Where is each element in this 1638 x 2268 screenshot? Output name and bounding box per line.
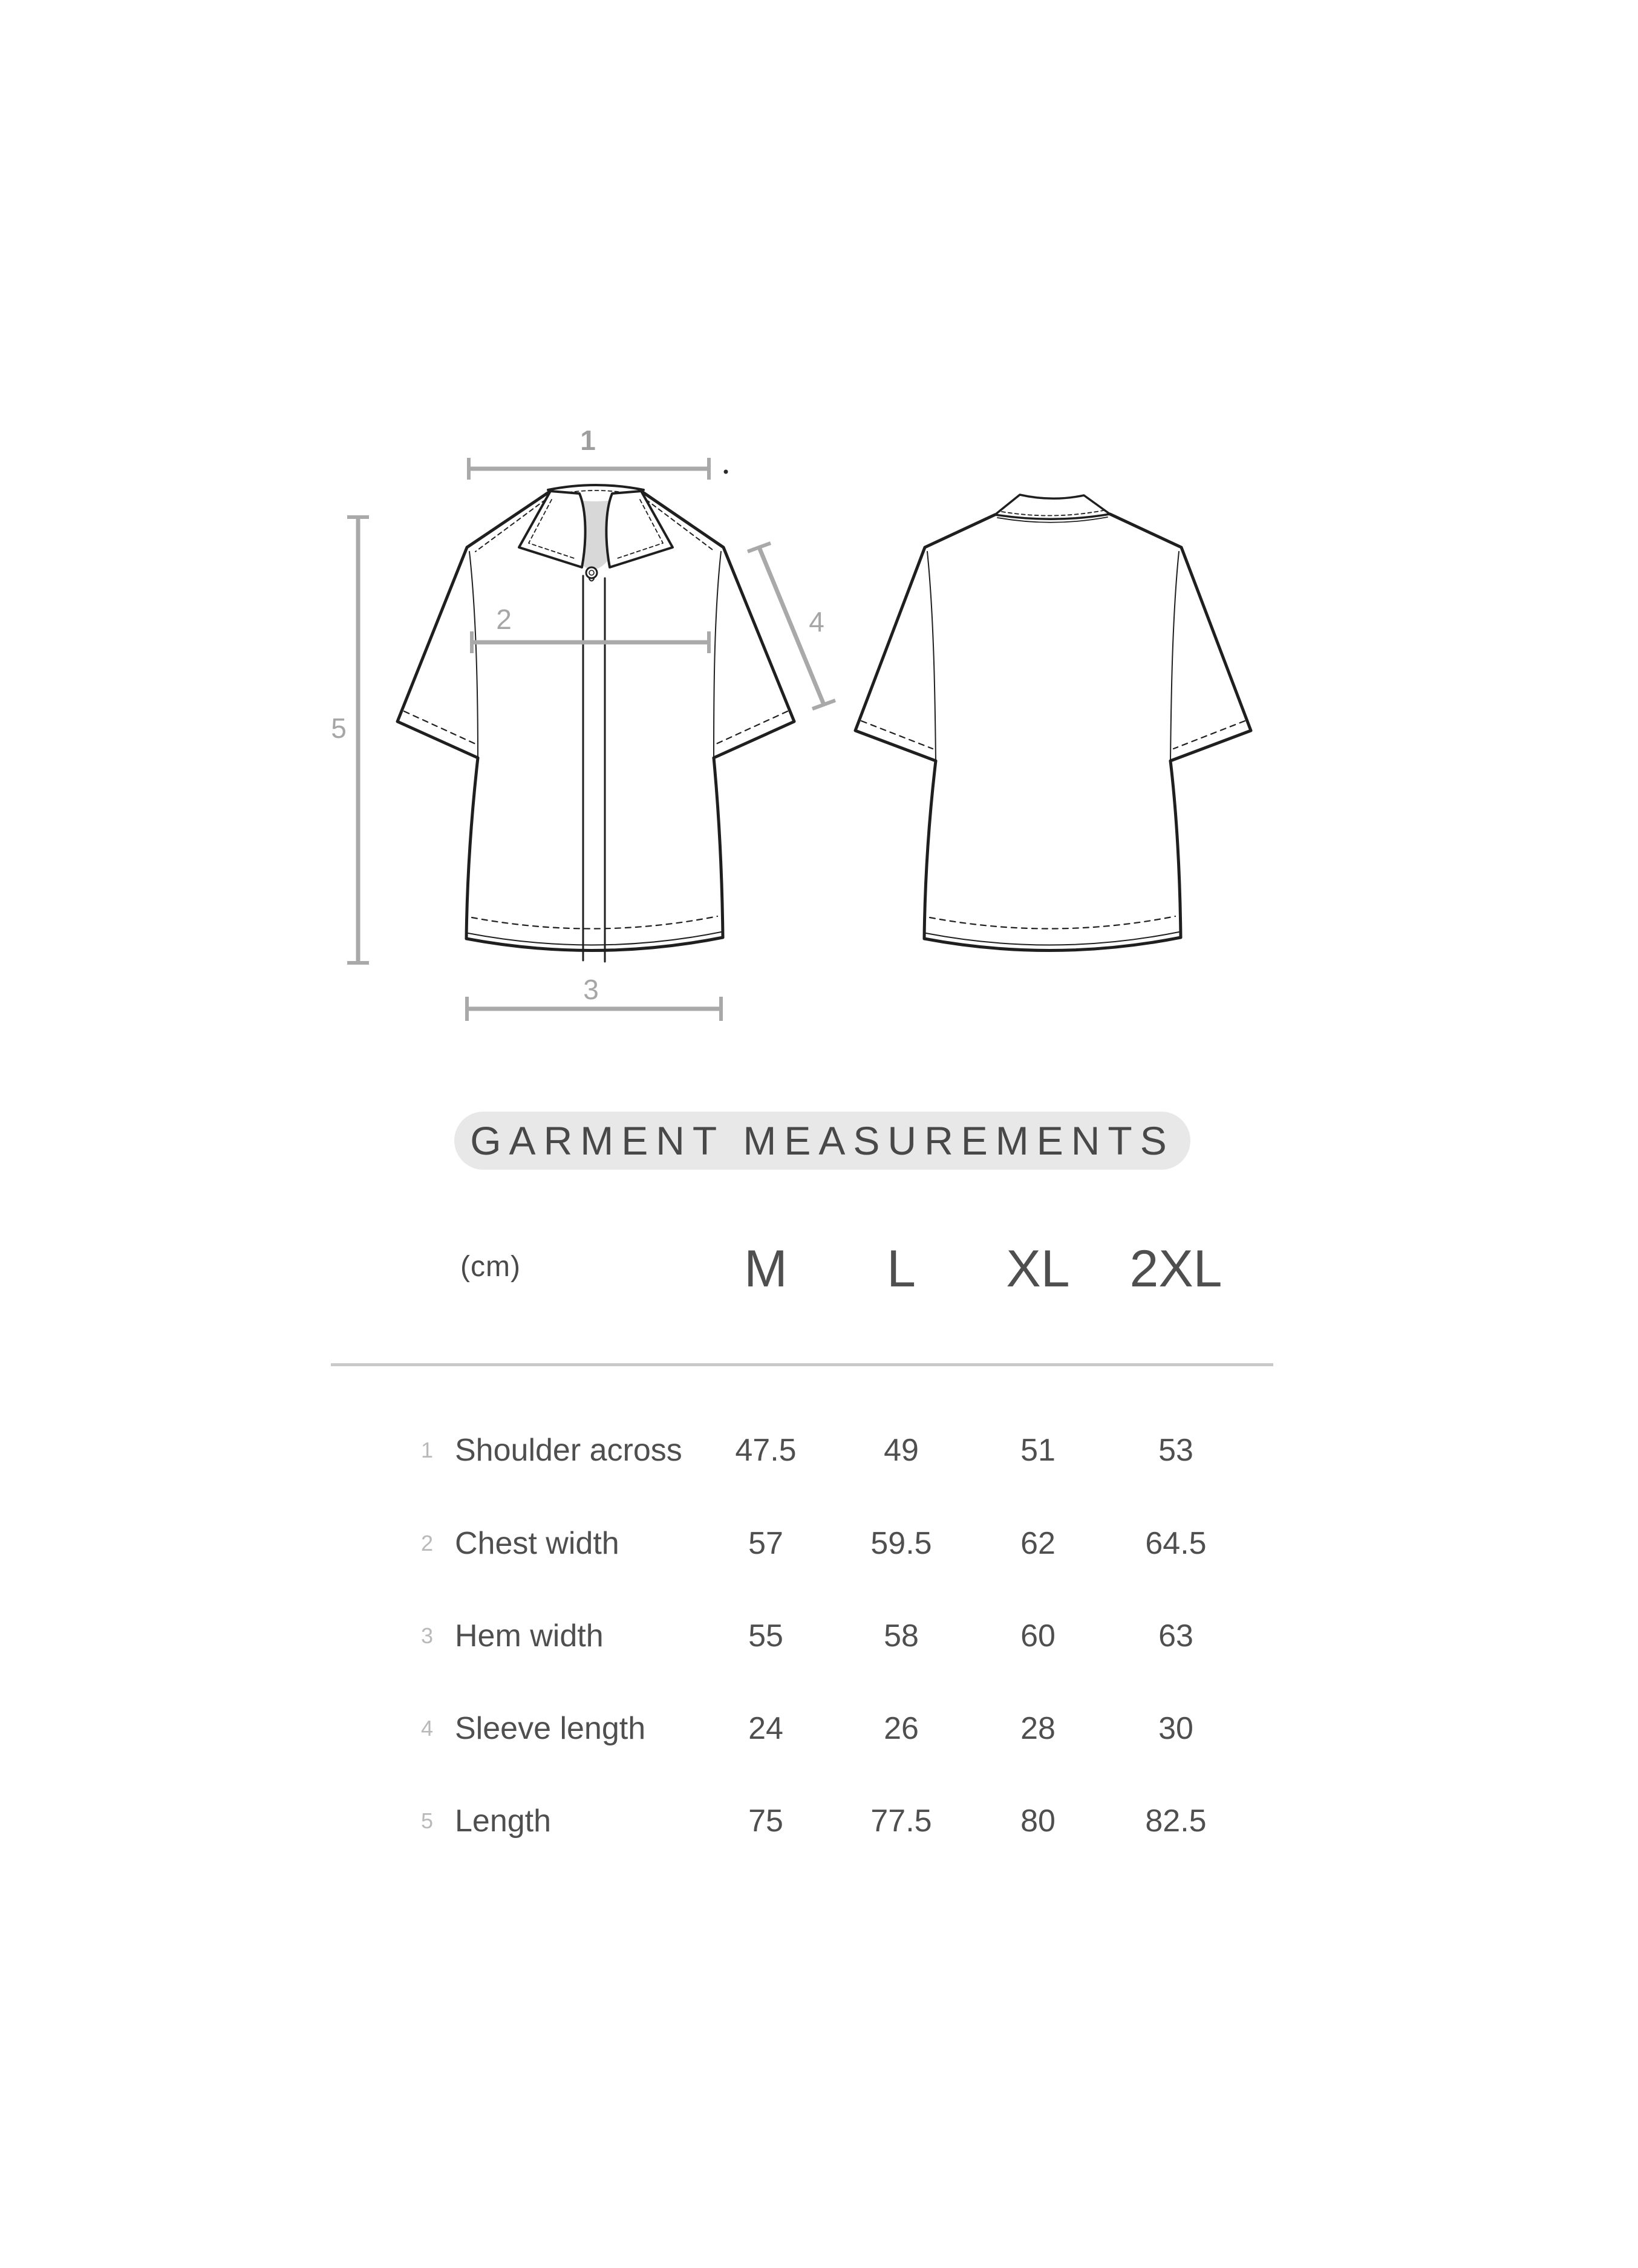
- front-shirt-drawing: [397, 485, 794, 962]
- cell-value: 53: [1158, 1433, 1193, 1468]
- cell-value: 62: [1020, 1526, 1056, 1561]
- measure-line-1: [469, 458, 709, 480]
- size-header-xl: XL: [1006, 1240, 1070, 1298]
- cell-value: 51: [1020, 1433, 1056, 1468]
- callout-chest: 2: [496, 604, 512, 635]
- row-number: 1: [420, 1438, 433, 1462]
- back-collar: [995, 495, 1110, 519]
- measure-line-5: [347, 517, 369, 963]
- row-label: Sleeve length: [455, 1711, 646, 1746]
- row-number: 5: [420, 1808, 433, 1833]
- cell-value: 63: [1158, 1618, 1193, 1654]
- cell-value: 64.5: [1145, 1526, 1207, 1561]
- back-shirt-drawing: [855, 495, 1251, 951]
- unit-label: (cm): [460, 1251, 521, 1283]
- cell-value: 26: [884, 1711, 919, 1746]
- cell-value: 82.5: [1145, 1804, 1207, 1839]
- row-label: Hem width: [455, 1618, 604, 1654]
- row-label: Length: [455, 1804, 552, 1839]
- stray-dot: [724, 470, 728, 474]
- callout-length: 5: [331, 712, 347, 744]
- cell-value: 60: [1020, 1618, 1056, 1654]
- cell-value: 59.5: [870, 1526, 932, 1561]
- cell-value: 80: [1020, 1804, 1056, 1839]
- row-label: Shoulder across: [455, 1433, 682, 1468]
- callout-hem: 3: [583, 974, 599, 1005]
- cell-value: 58: [884, 1618, 919, 1654]
- cell-value: 49: [884, 1433, 919, 1468]
- cell-value: 77.5: [870, 1804, 932, 1839]
- row-number: 3: [420, 1623, 433, 1648]
- cell-value: 47.5: [735, 1433, 797, 1468]
- cell-value: 30: [1158, 1711, 1193, 1746]
- cell-value: 75: [748, 1804, 783, 1839]
- size-header-2xl: 2XL: [1129, 1240, 1222, 1298]
- collar-button: [586, 567, 597, 578]
- callout-sleeve: 4: [809, 606, 824, 637]
- cell-value: 57: [748, 1526, 783, 1561]
- size-header-m: M: [744, 1240, 788, 1298]
- callout-shoulder: 1: [580, 425, 596, 456]
- cell-value: 24: [748, 1711, 783, 1746]
- cell-value: 28: [1020, 1711, 1056, 1746]
- row-number: 2: [420, 1531, 433, 1556]
- header-divider: [331, 1363, 1273, 1366]
- row-label: Chest width: [455, 1526, 619, 1561]
- size-header-l: L: [887, 1240, 916, 1298]
- page-title: GARMENT MEASUREMENTS: [470, 1118, 1175, 1163]
- garment-diagram: [0, 387, 1638, 1052]
- row-number: 4: [420, 1716, 433, 1741]
- cell-value: 55: [748, 1618, 783, 1654]
- title-pill: [454, 1112, 1190, 1170]
